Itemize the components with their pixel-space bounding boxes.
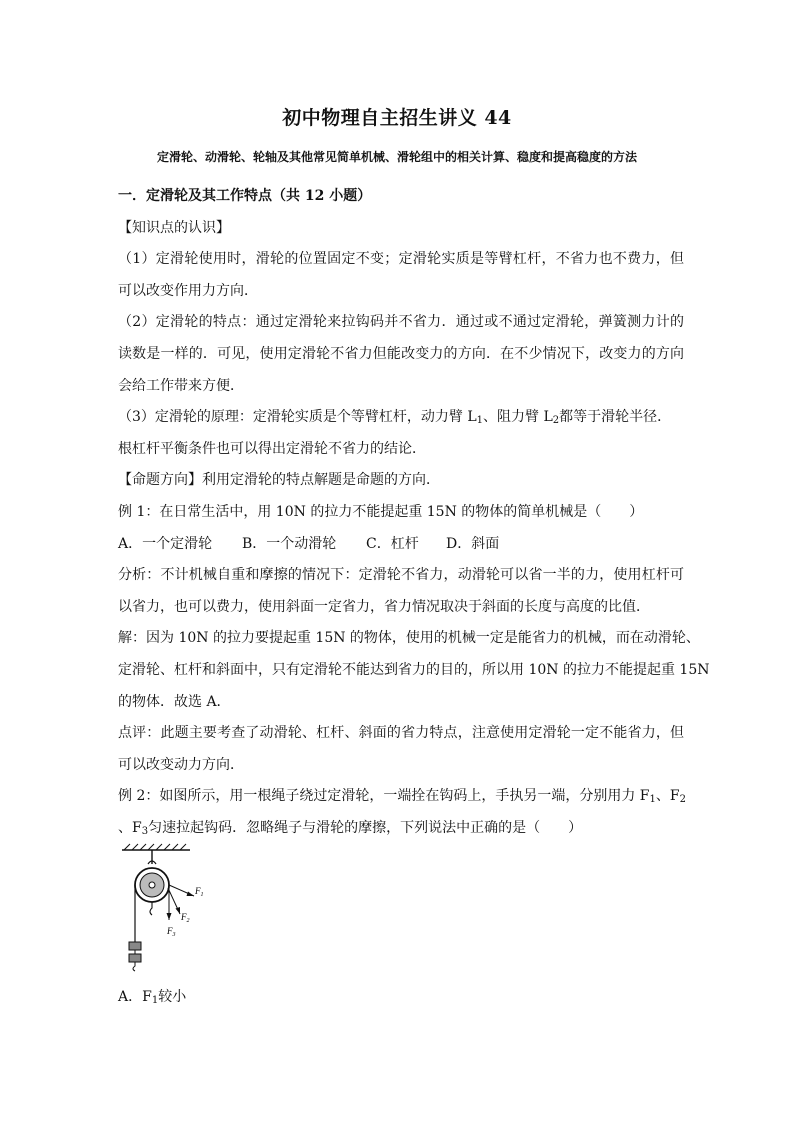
text-run: 、F — [118, 819, 142, 836]
text-run: 例 2：如图所示，用一根绳子绕过定滑轮，一端拴在钩码上，手执另一端，分别用力 F — [118, 788, 650, 805]
paragraph-line: 可以改变作用力方向． — [118, 282, 258, 299]
paragraph-line — [118, 402, 684, 434]
text-run: 都等于滑轮半径． — [559, 409, 672, 426]
force-label-f2: $F_2$ — [181, 912, 190, 924]
section-heading: 一．定滑轮及其工作特点（共 12 小题） — [118, 188, 372, 204]
text-run: 、阻力臂 L — [483, 409, 553, 426]
paragraph-line: 会给工作带来方便． — [118, 377, 244, 394]
example-1-options — [118, 529, 684, 561]
paragraph-line: （1）定滑轮使用时，滑轮的位置固定不变；定滑轮实质是等臂杠杆，不省力也不费力，但 — [118, 251, 684, 268]
comment-line: 点评：此题主要考查了动滑轮、杠杆、斜面的省力特点，注意使用定滑轮一定不能省力，但 — [118, 725, 684, 742]
option-a-line — [118, 983, 186, 1011]
knowledge-heading: 【知识点的认识】 — [118, 219, 230, 236]
hook-weights — [129, 942, 141, 971]
option-a: A．一个定滑轮 — [118, 535, 213, 552]
analysis-line: 以省力，也可以费力，使用斜面一定省力，省力情况取决于斜面的长度与高度的比值． — [118, 598, 650, 615]
text-run: 、F — [655, 788, 680, 805]
page-title: 初中物理自主招生讲义 44 — [282, 107, 512, 129]
document-body — [118, 181, 710, 844]
page-subtitle: 定滑轮、动滑轮、轮轴及其他常见简单机械、滑轮组中的相关计算、稳度和提高稳度的方法 — [156, 150, 637, 164]
force-label-f1: $F_1$ — [195, 886, 204, 898]
paragraph-line: 根杠杆平衡条件也可以得出定滑轮不省力的结论． — [118, 440, 426, 457]
subscript: 1 — [649, 794, 656, 806]
option-d: D．斜面 — [446, 535, 500, 552]
pulley-diagram — [118, 842, 228, 972]
subscript: 2 — [552, 415, 560, 427]
paragraph-line: 读数是一样的．可见，使用定滑轮不省力但能改变力的方向．在不少情况下，改变力的方向 — [118, 345, 684, 362]
subscript: 1 — [151, 995, 159, 1006]
option-b: B．一个动滑轮 — [242, 535, 337, 552]
text-run: （3）定滑轮的原理：定滑轮实质是个等臂杠杆，动力臂 L — [118, 409, 477, 426]
subscript: 1 — [476, 415, 484, 427]
solution-line: 定滑轮、杠杆和斜面中，只有定滑轮不能达到省力的目的，所以用 10N 的拉力不能提起重 15N — [118, 661, 710, 678]
example-1-question: 例 1：在日常生活中，用 10N 的拉力不能提起重 15N 的物体的简单机械是（ ） — [118, 503, 644, 520]
subscript: 3 — [141, 825, 149, 837]
paragraph-line: （2）定滑轮的特点：通过定滑轮来拉钩码并不省力．通过或不通过定滑轮，弹簧测力计的 — [118, 314, 684, 331]
direction-line: 【命题方向】利用定滑轮的特点解题是命题的方向． — [118, 472, 440, 489]
solution-line: 解：因为 10N 的拉力要提起重 15N 的物体，使用的机械一定是能省力的机械，而在动滑轮、 — [118, 630, 700, 647]
analysis-line: 分析：不计机械自重和摩擦的情况下：定滑轮不省力，动滑轮可以省一半的力，使用杠杆可 — [118, 567, 684, 584]
option-c: C．杠杆 — [366, 535, 419, 552]
example-2-question — [118, 781, 684, 813]
solution-line: 的物体．故选 A． — [118, 693, 231, 710]
example-2-question — [118, 813, 684, 845]
text-run: 匀速拉起钩码．忽略绳子与滑轮的摩擦，下列说法中正确的是（ ） — [148, 819, 583, 836]
comment-line: 可以改变动力方向． — [118, 756, 244, 773]
subscript: 2 — [679, 794, 686, 806]
text-run: 较小 — [158, 989, 187, 1005]
force-label-f3: $F_3$ — [167, 926, 176, 938]
text-run: A．F — [118, 989, 152, 1005]
